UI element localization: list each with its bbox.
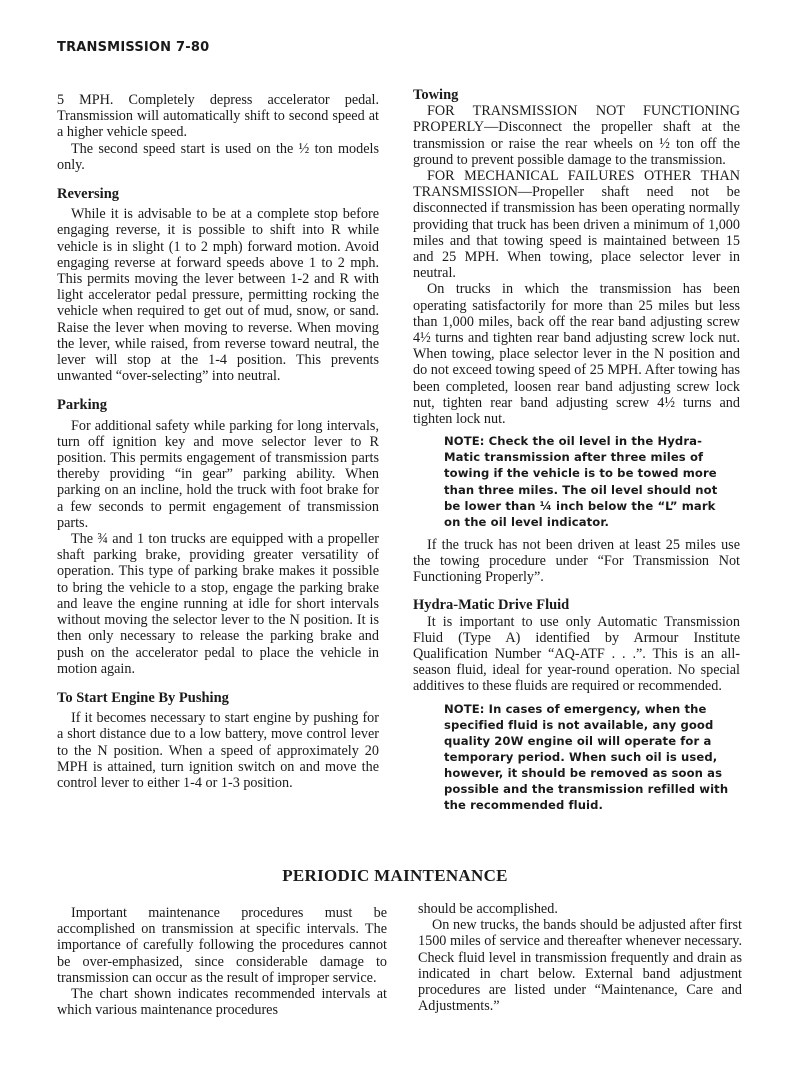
section-heading-fluid: Hydra-Matic Drive Fluid [413,597,570,614]
parking-paragraph: The ¾ and 1 ton trucks are equipped with a propeller shaft parking brake, providing greater versatility of operation. This type of parking brake makes it possible to bring the vehicle to a stop, engage the parking brake and leave the engine running at idle for short intervals without moving the selector lever to the N position. It is then only necessary to release the parking brake and push on the accelerator pedal to place the vehicle in motion again. [57,531,379,677]
section-title-periodic-maintenance: PERIODIC MAINTENANCE [282,866,508,885]
section-heading-towing: Towing [413,87,459,103]
maintenance-paragraph: On new trucks, the bands should be adjusted after first 1500 miles of service and thereafter whenever necessary. Check fluid level in transmission frequently and drain as indicated in chart below. External band adjustment procedures are listed under “Maintenance, Care and Adjustments.” [418,917,742,1015]
towing-paragraph: If the truck has not been driven at least 25 miles use the towing procedure under “For Transmission Not Functioning Properly”. [413,536,740,586]
towing-note: NOTE: Check the oil level in the Hydra-Matic transmission after three miles of towing if the vehicle is to be towed more than three miles. The oil level should not be lower than ¼ inch below the “L” mark on the oil level indicator. [444,434,718,529]
maintenance-right-column [418,901,742,1014]
maintenance-left-column [57,905,387,1018]
intro-paragraph: 5 MPH. Completely depress accelerator pedal. Transmission will automatically shift to second speed at a higher vehicle speed. [57,92,379,141]
fluid-note: NOTE: In cases of emergency, when the specified fluid is not available, any good quality 20W engine oil will operate for a temporary period. When such oil is used, however, it should be removed as soon as possible and the transmission refilled with the recommended fluid. [444,701,729,813]
right-column [413,87,740,820]
maintenance-paragraph: The chart shown indicates recommended intervals at which various maintenance procedures [57,986,387,1019]
towing-paragraph: FOR MECHANICAL FAILURES OTHER THAN TRANSMISSION—Propeller shaft need not be disconnected if transmission has been operating normally providing that truck has been driven a minimum of 1,000 miles and that towing speed is maintained between 15 and 25 MPH. When towing, place selector lever in neutral. [413,168,740,282]
section-heading-parking: Parking [57,397,107,414]
parking-paragraph: For additional safety while parking for long intervals, turn off ignition key and move selector lever to R position. This permits engagement of transmission parts thereby providing “in gear” parking ability. When parking on an incline, hold the truck with foot brake for a few seconds to permit engagement of transmission parts. [57,417,379,531]
section-heading-pushing: To Start Engine By Pushing [57,689,229,706]
fluid-paragraph: It is important to use only Automatic Transmission Fluid (Type A) identified by Armour Institute Qualification Number “AQ-ATF . . .”. This is an all-season fluid, ideal for year-round operation. No special additives to these fluids are required or recommended. [413,613,740,695]
section-heading-reversing: Reversing [57,186,120,203]
page-header: TRANSMISSION 7-80 [57,40,210,55]
towing-paragraph: On trucks in which the transmission has been operating satisfactorily for more than 25 miles but less than 1,000 miles, back off the rear band adjusting screw 4½ turns and tighten rear band adjusting screw lock nut. When towing, place selector lever in the N position and do not exceed towing speed of 25 MPH. After towing has been completed, loosen rear band adjusting screw lock nut, tighten rear band adjusting screw 4½ turns and tighten lock nut. [413,281,740,428]
intro-paragraph: The second speed start is used on the ½ ton models only. [57,140,379,173]
towing-paragraph: FOR TRANSMISSION NOT FUNCTIONING PROPERLY—Disconnect the propeller shaft at the transmission or raise the rear wheels on ½ ton off the ground to prevent possible damage to the transmission. [413,103,740,168]
maintenance-paragraph: should be accomplished. [418,901,558,917]
pushing-paragraph: If it becomes necessary to start engine by pushing for a short distance due to a low battery, move control lever to the N position. When a speed of approximately 20 MPH is attained, turn ignition switch on and move the control lever to either 1-4 or 1-3 position. [57,710,379,791]
left-column [57,92,379,791]
reversing-paragraph: While it is advisable to be at a complete stop before engaging reverse, it is possible to shift into R while vehicle is in slight (1 to 2 mph) forward motion. Avoid engaging reverse at forward speeds above 1 to 2 mph. This permits moving the lever between 1-2 and R with light accelerator pedal pressure, permitting rocking the vehicle when required to get out of mud, snow, or sand. Raise the lever when moving to reverse. When moving the lever, while raised, from reverse toward neutral, the lever will stop at the 1-4 position. This prevents unwanted “over-selecting” into neutral. [57,206,379,385]
maintenance-paragraph: Important maintenance procedures must be accomplished on transmission at specific intervals. The importance of carefully following the procedures cannot be over-emphasized, since considerable damage to transmission can occur as the result of improper service. [57,905,387,986]
